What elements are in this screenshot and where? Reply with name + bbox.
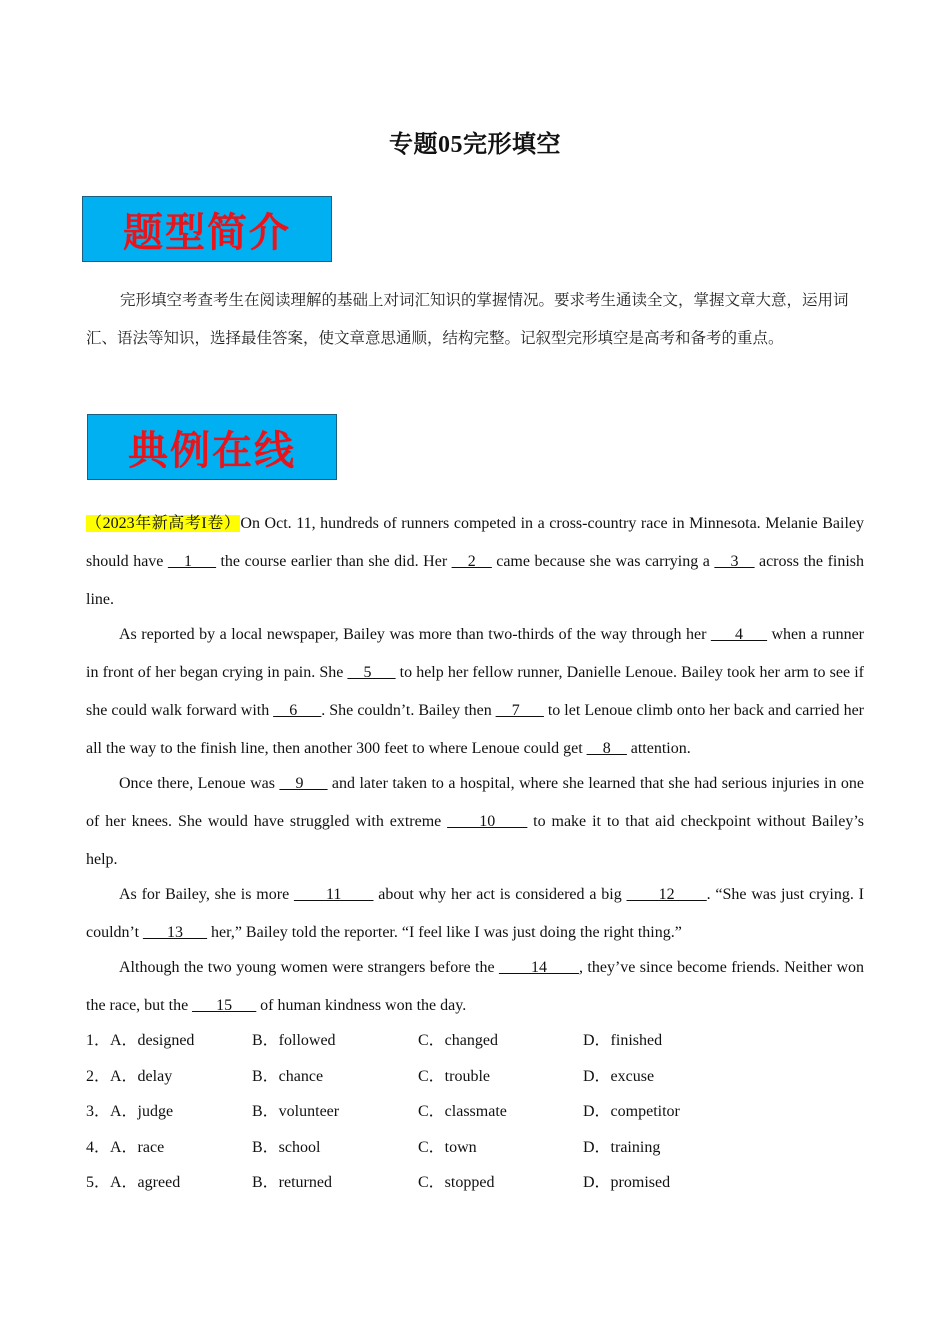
passage-paragraph-5 <box>86 949 864 1025</box>
blank-8: __8__ <box>586 740 627 757</box>
question-5-options <box>86 1165 866 1201</box>
passage-text: of human kindness won the day. <box>256 997 467 1014</box>
option-3c: C．classmate <box>418 1103 507 1120</box>
answer-options <box>86 1023 866 1201</box>
option-5b: B．returned <box>252 1174 332 1191</box>
option-1c: C．changed <box>418 1032 498 1049</box>
option-4d: D．training <box>583 1138 661 1156</box>
blank-5: __5___ <box>347 664 396 681</box>
passage-paragraph-2 <box>86 616 864 768</box>
cloze-passage <box>86 505 864 1025</box>
option-2d: D．excuse <box>583 1067 655 1085</box>
option-1a: 1．A．designed <box>86 1032 195 1049</box>
blank-14: ____14____ <box>499 959 579 976</box>
blank-9: __9___ <box>279 775 328 792</box>
option-1b: B．followed <box>252 1032 336 1049</box>
passage-text: came because she was carrying a <box>491 553 715 570</box>
passage-text: to help her fellow runner, Danielle Lenoue. Bailey took her arm to see if she could walk forward with <box>86 664 864 719</box>
section-heading-intro: 题型简介 <box>82 196 332 262</box>
passage-paragraph-1 <box>86 505 864 619</box>
blank-15: ___15___ <box>192 997 257 1014</box>
passage-text: about why her act is considered a big <box>373 886 627 903</box>
blank-4: ___4___ <box>710 626 767 643</box>
passage-paragraph-4 <box>86 876 864 952</box>
blank-12: ____12____ <box>626 886 707 903</box>
section-heading-example: 典例在线 <box>87 414 337 480</box>
option-5c: C．stopped <box>418 1174 495 1191</box>
option-5d: D．promised <box>583 1174 671 1191</box>
question-2-options <box>86 1059 866 1095</box>
page-title: 专题05完形填空 <box>389 132 561 158</box>
passage-text: Although the two young women were strangers before the <box>119 959 499 976</box>
source-tag: （2023年新高考I卷） <box>86 515 241 532</box>
blank-10: ____10____ <box>447 813 528 830</box>
passage-text: the course earlier than she did. Her <box>215 553 452 570</box>
passage-text: to make it to that aid checkpoint without Bailey’s help. <box>86 813 864 868</box>
passage-text: . “She was just crying. I couldn’t <box>86 886 865 941</box>
blank-2: __2__ <box>451 553 492 570</box>
option-3b: B．volunteer <box>252 1103 340 1120</box>
option-2b: B．chance <box>252 1067 324 1085</box>
blank-1: __1___ <box>167 553 216 570</box>
blank-3: __3__ <box>714 553 755 570</box>
option-1d: D．finished <box>583 1032 663 1049</box>
blank-11: ____11____ <box>294 886 374 903</box>
passage-text: , they’ve since become friends. Neither won the race, but the <box>86 959 864 1014</box>
passage-text: attention. <box>626 740 691 757</box>
question-3-options <box>86 1094 866 1130</box>
blank-6: __6___ <box>273 702 322 719</box>
passage-text: when a runner in front of her began crying in pain. She <box>86 626 865 681</box>
blank-13: ___13___ <box>143 924 208 941</box>
option-4b: B．school <box>252 1138 321 1156</box>
option-5a: 5．A．agreed <box>86 1174 181 1191</box>
option-2c: C．trouble <box>418 1067 490 1085</box>
passage-text: As for Bailey, she is more <box>119 886 294 903</box>
intro-paragraph: 完形填空考查考生在阅读理解的基础上对词汇知识的掌握情况。要求考生通读全文，掌握文章大意，运用词汇、语法等知识，选择最佳答案，使文章意思通顺，结构完整。记叙型完形填空是高考和备考的重点。 <box>86 292 849 347</box>
passage-text: On Oct. 11, hundreds of runners competed in a cross-country race in Minnesota. Melanie Bailey should have <box>86 515 864 570</box>
passage-text: Once there, Lenoue was <box>119 775 280 792</box>
question-1-options <box>86 1023 866 1059</box>
option-3a: 3．A．judge <box>86 1103 174 1120</box>
passage-paragraph-3 <box>86 765 864 879</box>
passage-text: . She couldn’t. Bailey then <box>321 702 496 719</box>
question-4-options <box>86 1130 866 1166</box>
passage-text: and later taken to a hospital, where she learned that she had serious injuries in one of her knees. She would have struggled with extreme <box>86 775 865 830</box>
passage-text: her,” Bailey told the reporter. “I feel like I was just doing the right thing.” <box>207 924 682 941</box>
option-4c: C．town <box>418 1138 477 1156</box>
passage-text: to let Lenoue climb onto her back and carried her all the way to the finish line, then another 300 feet to where Lenoue could get <box>86 702 865 757</box>
option-3d: D．competitor <box>583 1103 680 1120</box>
passage-text: across the finish line. <box>86 553 865 608</box>
blank-7: __7___ <box>495 702 544 719</box>
option-2a: 2．A．delay <box>86 1067 173 1085</box>
passage-text: As reported by a local newspaper, Bailey was more than two-thirds of the way through her <box>119 626 711 643</box>
option-4a: 4．A．race <box>86 1138 165 1156</box>
